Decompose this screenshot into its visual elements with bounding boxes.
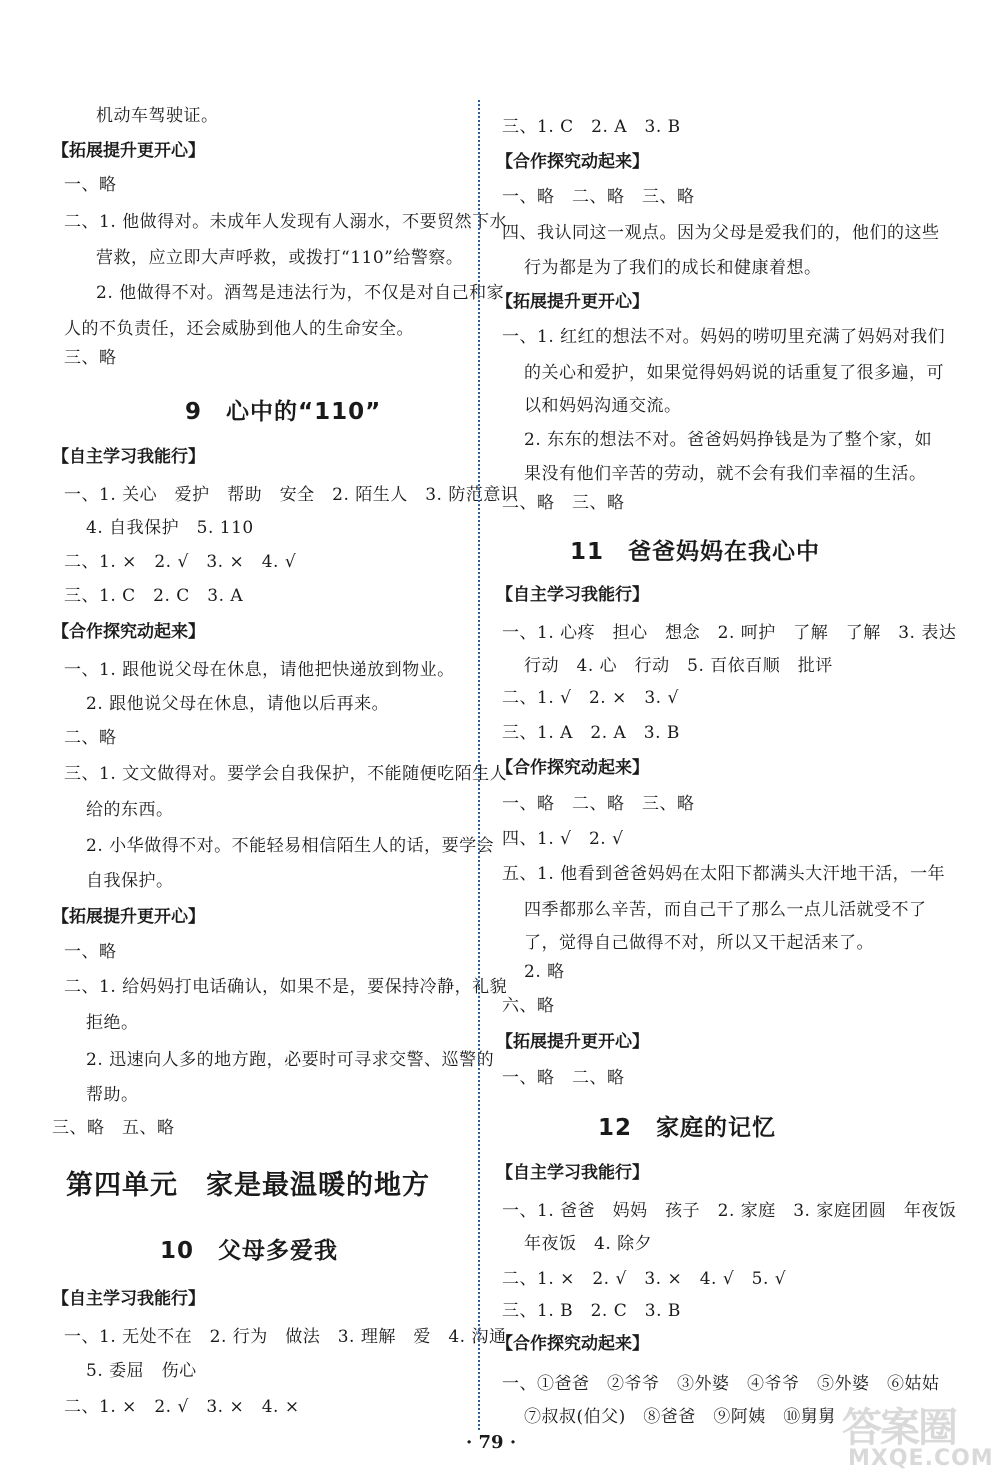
text-line: 拒绝。 bbox=[86, 1013, 139, 1033]
text-line: 给的东西。 bbox=[86, 800, 174, 820]
text-line: 帮助。 bbox=[86, 1085, 139, 1105]
page-number: · 79 · bbox=[466, 1432, 517, 1453]
text-line: 2. 迅速向人多的地方跑，必要时可寻求交警、巡警的 bbox=[86, 1050, 495, 1070]
text-line: 二、1. 他做得对。未成年人发现有人溺水，不要贸然下水 bbox=[64, 212, 508, 232]
text-line: 2. 略 bbox=[524, 962, 565, 982]
text-line: 的关心和爱护，如果觉得妈妈说的话重复了很多遍，可 bbox=[524, 363, 944, 383]
chapter-title-10: 10 父母多爱我 bbox=[160, 1238, 339, 1264]
text-line: 一、略 二、略 三、略 bbox=[502, 187, 695, 207]
section-heading: 【合作探究动起来】 bbox=[52, 622, 205, 642]
section-heading: 【自主学习我能行】 bbox=[52, 1289, 205, 1309]
text-line: 一、1. 爸爸 妈妈 孩子 2. 家庭 3. 家庭团圆 年夜饭 bbox=[502, 1201, 957, 1221]
text-line: 一、1. 跟他说父母在休息，请他把快递放到物业。 bbox=[64, 660, 455, 680]
text-line: 三、略 bbox=[64, 348, 117, 368]
text-line: 一、1. 心疼 担心 想念 2. 呵护 了解 了解 3. 表达 bbox=[502, 623, 957, 643]
text-line: 一、1. 关心 爱护 帮助 安全 2. 陌生人 3. 防范意识 bbox=[64, 485, 519, 505]
text-line: 以和妈妈沟通交流。 bbox=[524, 396, 682, 416]
section-heading: 【拓展提升更开心】 bbox=[52, 141, 205, 161]
watermark-logo bbox=[842, 1396, 994, 1474]
chapter-title-12: 12 家庭的记忆 bbox=[598, 1115, 777, 1141]
section-heading: 【合作探究动起来】 bbox=[496, 152, 649, 172]
text-line: 一、①爸爸 ②爷爷 ③外婆 ④爷爷 ⑤外婆 ⑥姑姑 bbox=[502, 1374, 940, 1394]
text-line: 三、略 五、略 bbox=[52, 1118, 175, 1138]
text-line: 2. 跟他说父母在休息，请他以后再来。 bbox=[86, 694, 390, 714]
section-heading: 【合作探究动起来】 bbox=[496, 1334, 649, 1354]
section-heading: 【自主学习我能行】 bbox=[52, 447, 205, 467]
text-line: 行动 4. 心 行动 5. 百依百顺 批评 bbox=[524, 656, 833, 676]
section-heading: 【自主学习我能行】 bbox=[496, 585, 649, 605]
text-line: 二、1. × 2. √ 3. × 4. √ 5. √ bbox=[502, 1269, 787, 1289]
watermark-bottom: MXQE.COM bbox=[848, 1446, 994, 1471]
text-line: 六、略 bbox=[502, 996, 555, 1016]
section-heading: 【拓展提升更开心】 bbox=[52, 907, 205, 927]
text-line: 三、1. C 2. A 3. B bbox=[502, 117, 681, 137]
text-line: 二、1. × 2. √ 3. × 4. × bbox=[64, 1397, 300, 1417]
section-heading: 【合作探究动起来】 bbox=[496, 758, 649, 778]
text-line: 二、1. √ 2. × 3. √ bbox=[502, 688, 679, 708]
text-line: 一、略 二、略 三、略 bbox=[502, 794, 695, 814]
text-line: 5. 委屈 伤心 bbox=[86, 1361, 197, 1381]
text-line: 营救，应立即大声呼救，或拨打“110”给警察。 bbox=[96, 248, 464, 268]
unit-title: 第四单元 家是最温暖的地方 bbox=[66, 1170, 430, 1201]
text-line: 二、1. × 2. √ 3. × 4. √ bbox=[64, 552, 297, 572]
text-line: 一、略 bbox=[64, 942, 117, 962]
text-line: 三、1. B 2. C 3. B bbox=[502, 1301, 681, 1321]
section-heading: 【拓展提升更开心】 bbox=[496, 292, 649, 312]
text-line: 行为都是为了我们的成长和健康着想。 bbox=[524, 258, 822, 278]
text-line: 四季都那么辛苦，而自己干了那么一点儿活就受不了 bbox=[524, 900, 927, 920]
text-line: 一、1. 无处不在 2. 行为 做法 3. 理解 爱 4. 沟通 bbox=[64, 1327, 507, 1347]
text-line: 4. 自我保护 5. 110 bbox=[86, 518, 254, 538]
text-line: 二、略 bbox=[64, 728, 117, 748]
text-line: 2. 东东的想法不对。爸爸妈妈挣钱是为了整个家，如 bbox=[524, 430, 933, 450]
text-line: 年夜饭 4. 除夕 bbox=[524, 1234, 653, 1254]
text-line: 五、1. 他看到爸爸妈妈在太阳下都满头大汗地干活，一年 bbox=[502, 864, 946, 884]
text-line: 果没有他们辛苦的劳动，就不会有我们幸福的生活。 bbox=[524, 464, 927, 484]
text-line: 一、略 bbox=[64, 175, 117, 195]
text-line: 三、1. 文文做得对。要学会自我保护，不能随便吃陌生人 bbox=[64, 764, 508, 784]
column-divider bbox=[478, 100, 480, 1430]
chapter-title-9: 9 心中的“110” bbox=[185, 399, 382, 425]
text-line: 自我保护。 bbox=[86, 871, 174, 891]
text-line: 一、略 二、略 bbox=[502, 1068, 625, 1088]
watermark-top: 答案圈 bbox=[842, 1405, 956, 1451]
text-line: 2. 小华做得不对。不能轻易相信陌生人的话，要学会 bbox=[86, 836, 495, 856]
text-line: 一、1. 红红的想法不对。妈妈的唠叨里充满了妈妈对我们 bbox=[502, 327, 946, 347]
text-line: 了，觉得自己做得不对，所以又干起活来了。 bbox=[524, 933, 874, 953]
text-line: 人的不负责任，还会威胁到他人的生命安全。 bbox=[64, 319, 414, 339]
text-line: 四、1. √ 2. √ bbox=[502, 829, 624, 849]
text-line: 四、我认同这一观点。因为父母是爱我们的，他们的这些 bbox=[502, 223, 940, 243]
text-line: 二、略 三、略 bbox=[502, 493, 625, 513]
section-heading: 【自主学习我能行】 bbox=[496, 1163, 649, 1183]
section-heading: 【拓展提升更开心】 bbox=[496, 1032, 649, 1052]
text-line: 机动车驾驶证。 bbox=[96, 106, 219, 126]
text-line: 三、1. A 2. A 3. B bbox=[502, 723, 680, 743]
chapter-title-11: 11 爸爸妈妈在我心中 bbox=[570, 539, 821, 565]
text-line: 2. 他做得不对。酒驾是违法行为，不仅是对自己和家 bbox=[96, 283, 505, 303]
text-line: ⑦叔叔(伯父) ⑧爸爸 ⑨阿姨 ⑩舅舅 bbox=[524, 1407, 836, 1427]
text-line: 三、1. C 2. C 3. A bbox=[64, 586, 244, 606]
text-line: 二、1. 给妈妈打电话确认，如果不是，要保持冷静，礼貌 bbox=[64, 977, 508, 997]
